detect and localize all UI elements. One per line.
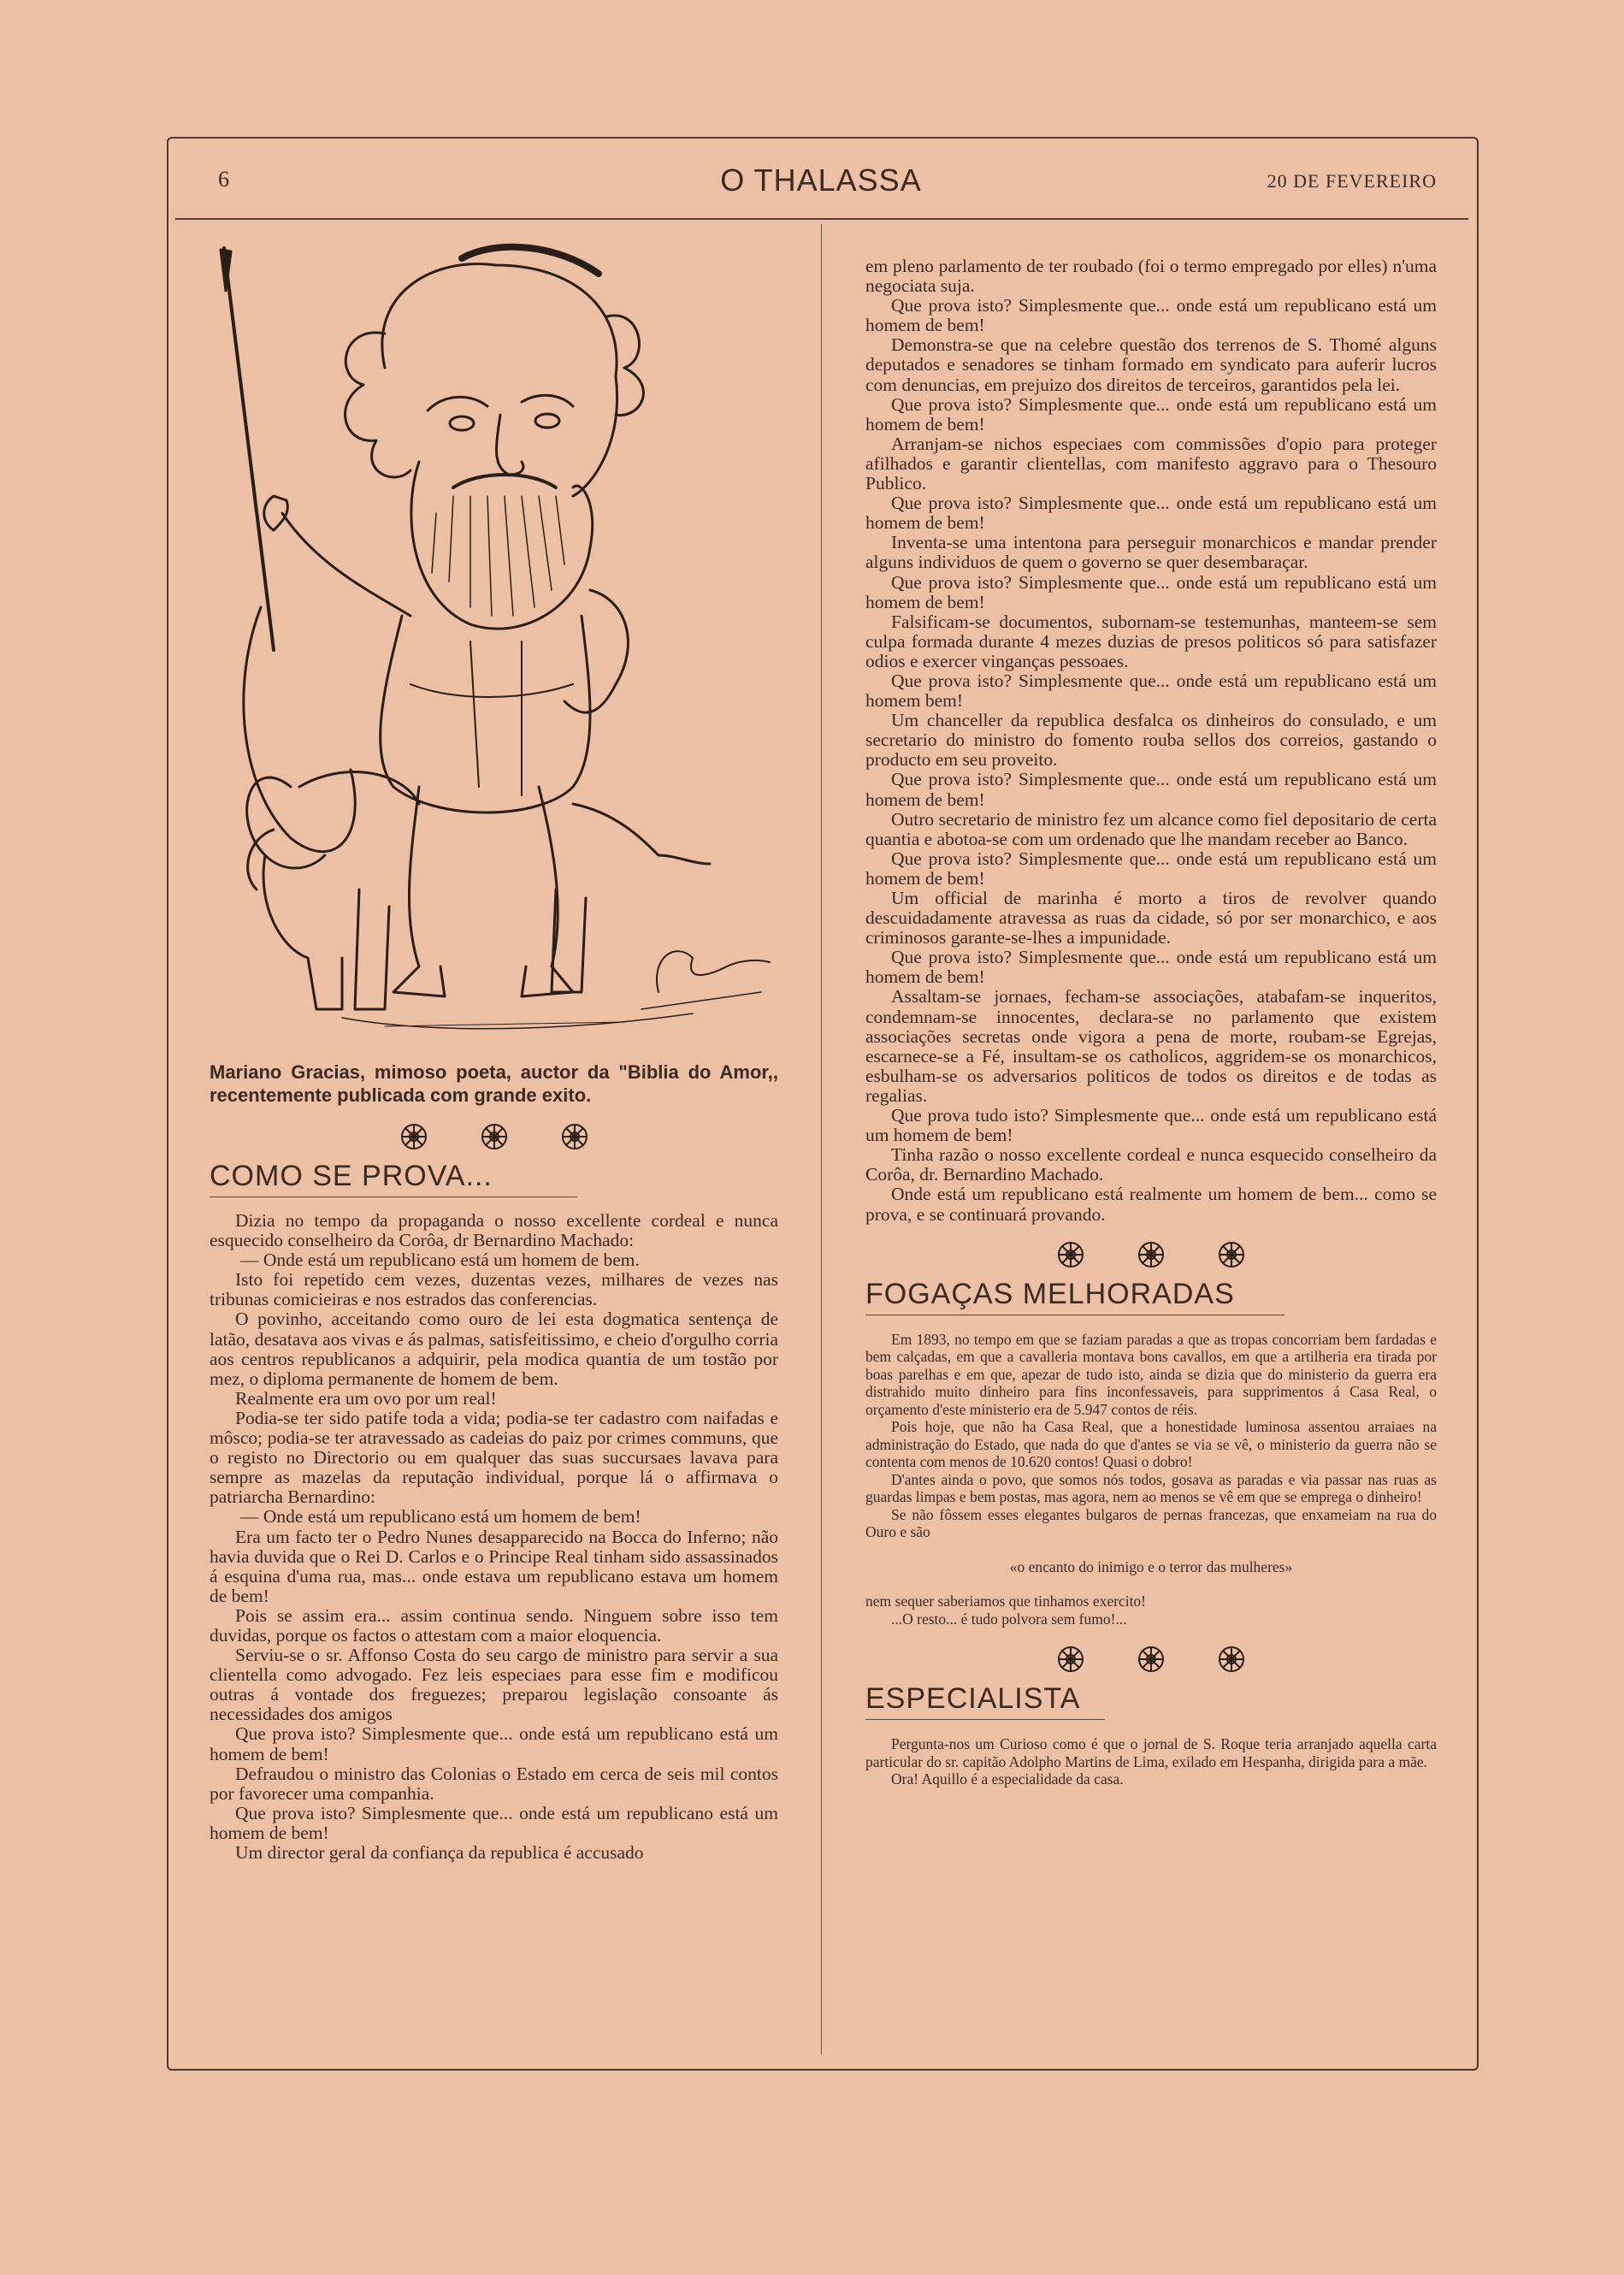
- column-rule: [821, 224, 822, 2054]
- left-column: [210, 1061, 778, 1863]
- masthead-title: O THALASSA: [720, 162, 922, 198]
- rosette-icon: [1217, 1645, 1246, 1674]
- rosette-icon: [1217, 1240, 1246, 1269]
- article-paragraph: Ora! Aquillo é a especialidade da casa.: [891, 1770, 1124, 1788]
- article-paragraph: Pois hoje, que não ha Casa Real, que a honestidade luminosa assentou arraiaes na administração do Estado, que nada do que d'antes se via se vê, o ministerio da guerra não se contenta com menos de 10.620 contos! Quasi o dobro!: [865, 1418, 1437, 1471]
- rosette-icon: [560, 1122, 589, 1151]
- article-paragraph: Que prova isto? Simplesmente que... onde está um republicano está um homem de bem!: [865, 493, 1437, 534]
- rosette-icon: [1137, 1240, 1166, 1269]
- article-paragraph: Que prova isto? Simplesmente que... onde está um republicano está um homem de bem!: [865, 393, 1437, 434]
- article-paragraph: Tinha razão o nosso excellente cordeal e nunca esquecido conselheiro da Corôa, dr. Bernardino Machado.: [865, 1144, 1437, 1185]
- article-paragraph: Defraudou o ministro das Colonias o Estado em cerca de seis mil contos por favorecer uma companhia.: [210, 1763, 778, 1804]
- rosette-icon: [1137, 1645, 1166, 1674]
- section-title-fogacas-melhoradas: FOGAÇAS MELHORADAS: [865, 1278, 1284, 1315]
- article-paragraph: Inventa-se uma intentona para perseguir monarchicos e mandar prender alguns individuos de quem o governo se quer desembaraçar.: [865, 532, 1437, 573]
- article-paragraph: Pois se assim era... assim continua sendo. Ninguem sobre isso tem duvidas, porque os factos o attestam com a maior eloquencia.: [210, 1604, 778, 1646]
- ornament-divider: [865, 1645, 1437, 1675]
- article-paragraph: Isto foi repetido cem vezes, duzentas vezes, milhares de vezes nas tribunas comicieiras e nos estrados das conferencias.: [210, 1269, 778, 1310]
- article-paragraph: Falsificam-se documentos, subornam-se testemunhas, manteem-se sem culpa formada durante 4 mezes duzias de presos politicos só para satisfazer odios e exercer vinganças pessoaes.: [865, 611, 1437, 671]
- article-paragraph: Outro secretario de ministro fez um alcance como fiel depositario de certa quantia e abotoa-se com um ordenado que lhe mandam receber ao Banco.: [865, 808, 1437, 849]
- article-paragraph: Pergunta-nos um Curioso como é que o jornal de S. Roque teria arranjado aquella carta particular do sr. capitão Adolpho Martins de Lima, exilado em Hespanha, dirigida para a mãe.: [865, 1735, 1437, 1770]
- illustration-caption: Mariano Gracias, mimoso poeta, auctor da "Biblia do Amor,, recentemente publicada com grande exito.: [210, 1061, 778, 1106]
- article-body-right: [865, 257, 1437, 1225]
- rosette-icon: [1056, 1645, 1085, 1674]
- ornament-divider: [210, 1122, 778, 1153]
- page-header: [167, 158, 1475, 197]
- article-paragraph: Que prova isto? Simplesmente que... onde está um republicano está um homem de bem!: [865, 769, 1437, 810]
- article-paragraph: Demonstra-se que na celebre questão dos terrenos de S. Thomé alguns deputados e senadores se tinham formado em syndicato para auferir lucros com denuncias, em prejuizo dos direitos de terceiros, garantidos pela lei.: [865, 334, 1437, 395]
- article-paragraph: Que prova isto? Simplesmente que... onde está um republicano está um homem de bem!: [865, 848, 1437, 889]
- article-paragraph: Que prova isto? Simplesmente que... onde está um republicano está um homem de bem!: [865, 571, 1437, 612]
- rosette-icon: [1056, 1240, 1085, 1269]
- article-paragraph: nem sequer saberiamos que tinhamos exercito!: [865, 1592, 1147, 1610]
- rosette-icon: [399, 1122, 428, 1151]
- article-paragraph: D'antes ainda o povo, que somos nós todos, gosava as paradas e via passar nas ruas as guardas limpas e bem postas, mas agora, nem ao menos se vê em que se emprega o dinheiro!: [865, 1470, 1437, 1506]
- article-paragraph: Onde está um republicano está realmente um homem de bem... como se prova, e se continuará provando.: [865, 1184, 1437, 1225]
- article-paragraph: Um official de marinha é morto a tiros de revolver quando descuidadamente atravessa as ruas da cidade, só por ser monarchico, e aos criminosos garante-se-lhes a impunidade.: [865, 888, 1437, 948]
- article-paragraph: Em 1893, no tempo em que se faziam paradas a que as tropas concorriam bem fardadas e bem calçadas, em que a cavalleria montava bons cavallos, em que a artilheria era tirada por boas parelhas e em que, apezar de tudo isto, ainda se dizia que do ministerio da guerra era distrahido muito dinheiro para fins inconfessaveis, para supprimentos á Casa Real, o orçamento d'este ministerio era de 5.947 contos de réis.: [865, 1330, 1437, 1418]
- section-title-como-se-prova: COMO SE PROVA...: [210, 1160, 577, 1197]
- article-paragraph: Arranjam-se nichos especiaes com commissões d'opio para proteger afilhados e garantir clientellas, com manifesto aggravo para o Thesouro Publico.: [865, 433, 1437, 494]
- section-title-especialista: ESPECIALISTA: [865, 1682, 1105, 1720]
- article-paragraph: Dizia no tempo da propaganda o nosso excellente cordeal e nunca esquecido conselheiro da Corôa, dr Bernardino Machado:: [210, 1210, 778, 1251]
- article-paragraph: — Onde está um republicano está um homem de bem.: [240, 1250, 640, 1271]
- rosette-icon: [480, 1122, 509, 1151]
- article-paragraph: O povinho, acceitando como ouro de lei esta dogmatica sentença de latão, desatava aos vivas e ás palmas, satisfeitissimo, e cheio d'orgulho corria aos centros republicanos a adquirir, pela modica quantia de um tostão por mez, o diploma permanente de homem de bem.: [210, 1309, 778, 1389]
- article-paragraph: Realmente era um ovo por um real!: [235, 1387, 497, 1409]
- article-paragraph: Se não fôssem esses elegantes bulgaros de pernas francezas, que enxameiam na rua do Ouro e são: [865, 1505, 1437, 1541]
- article-paragraph: Um director geral da confiança da republica é accusado: [235, 1842, 644, 1863]
- article-paragraph: Era um facto ter o Pedro Nunes desapparecido na Bocca do Inferno; não havia duvida que o Rei D. Carlos e o Principe Real tinham sido assassinados á esquina d'uma rua, mas... onde estava um republicano estava um homem de bem!: [210, 1526, 778, 1606]
- right-column: [865, 257, 1437, 1788]
- article-body-left: [210, 1211, 778, 1863]
- quoted-line: «o encanto do inimigo e o terror das mulheres»: [1009, 1557, 1293, 1575]
- article-fogacas: [865, 1331, 1437, 1628]
- article-paragraph: Que prova isto? Simplesmente que... onde está um republicano está um homem de bem!: [865, 295, 1437, 336]
- article-paragraph: Podia-se ter sido patife toda a vida; podia-se ter cadastro com naifadas e môsco; podia-se ter atravessado as cadeias do paiz por crimes communs, que o registo no Directorio ou em qualquer das suas succursaes lavava para sempre as mazelas da reputação individual, porque lá o affirmava o patriarcha Bernardino:: [210, 1407, 778, 1508]
- article-paragraph: Que prova tudo isto? Simplesmente que... onde está um republicano está um homem de bem!: [865, 1105, 1437, 1146]
- header-rule: [175, 218, 1468, 220]
- article-especialista: [865, 1735, 1437, 1788]
- article-paragraph: Um chanceller da republica desfalca os dinheiros do consulado, e um secretario do ministro do fomento rouba sellos dos correios, gastando o producto em seu proveito.: [865, 710, 1437, 771]
- article-paragraph: Que prova isto? Simplesmente que... onde está um republicano está um homem de bem!: [210, 1802, 778, 1843]
- article-paragraph: ...O resto... é tudo polvora sem fumo!...: [891, 1610, 1127, 1628]
- article-paragraph: Que prova isto? Simplesmente que... onde está um republicano está um homem de bem!: [865, 947, 1437, 988]
- page-number: 6: [218, 167, 229, 192]
- article-paragraph: Serviu-se o sr. Affonso Costa do seu cargo de ministro para servir a sua clientella como advogado. Fez leis especiaes para esse fim e modificou outras á vontade dos freguezes; preparou legislação consoante ás necessidades dos amigos: [210, 1645, 778, 1725]
- ornament-divider: [865, 1240, 1437, 1271]
- article-paragraph: Que prova isto? Simplesmente que... onde está um republicano está um homem de bem!: [210, 1723, 778, 1764]
- article-paragraph: — Onde está um republicano está um homem de bem!: [240, 1506, 641, 1528]
- caricature-illustration-icon: [214, 239, 795, 1061]
- article-paragraph: Assaltam-se jornaes, fecham-se associações, atabafam-se inqueritos, condemnam-se innocentes, declara-se no parlamento que existem associações secretas onde vigora a pena de morte, roubam-se Egrejas, escarnece-se a Fé, insultam-se os catholicos, aggridem-se os monarchicos, esbulham-se os adversarios politicos de todos os direitos e de todas as regalias.: [865, 986, 1437, 1106]
- article-paragraph: em pleno parlamento de ter roubado (foi o termo empregado por elles) n'uma negociata suja.: [865, 256, 1437, 297]
- issue-date: 20 DE FEVEREIRO: [1267, 170, 1437, 192]
- article-paragraph: Que prova isto? Simplesmente que... onde está um republicano está um homem bem!: [865, 670, 1437, 712]
